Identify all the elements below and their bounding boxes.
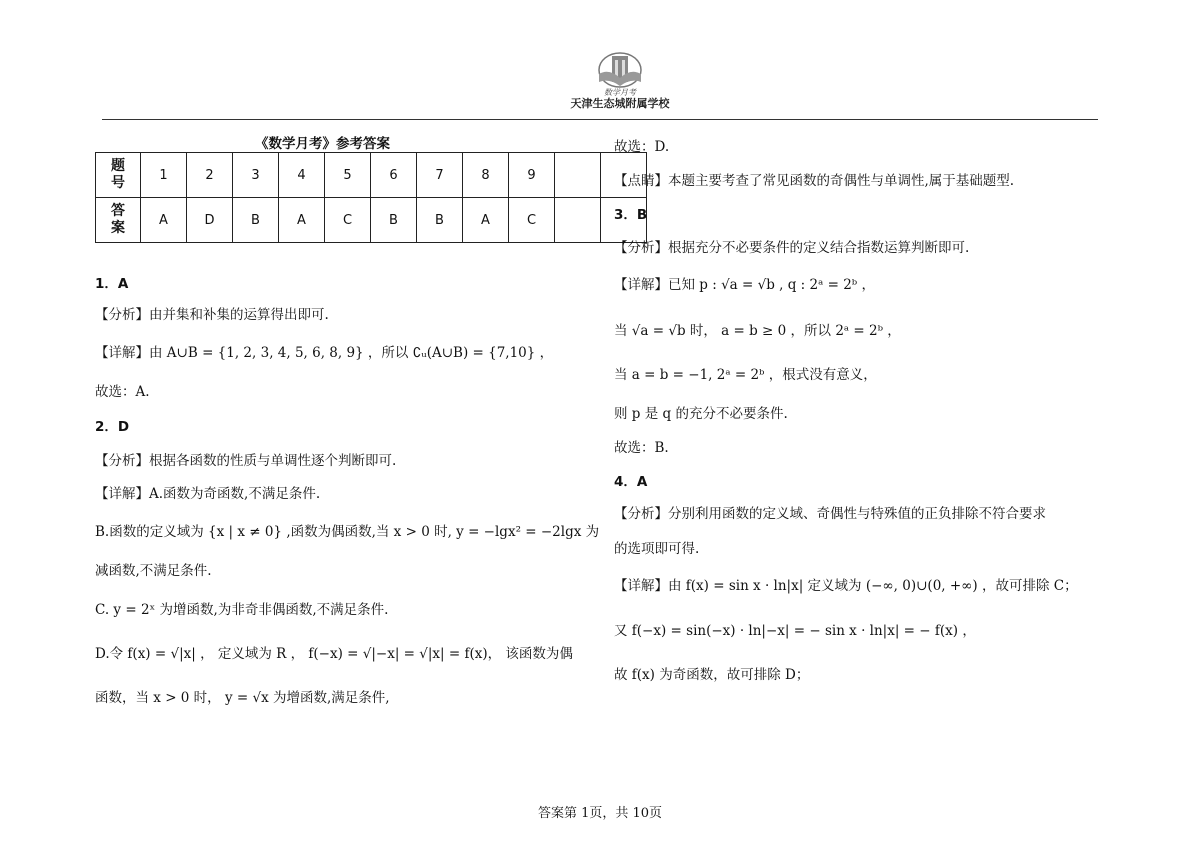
row-head-number-text: 题 号: [111, 158, 125, 191]
text-line: 故选：D.: [614, 139, 670, 155]
table-cell: 1: [141, 153, 187, 198]
table-row-answers: [96, 198, 647, 243]
table-cell: 6: [371, 153, 417, 198]
table-cell: A: [279, 198, 325, 243]
school-emblem-icon: [597, 48, 643, 90]
text-line: 函数，当 x > 0 时， y = √x 为增函数,满足条件,: [95, 690, 390, 706]
table-cell: 7: [417, 153, 463, 198]
table-cell: B: [371, 198, 417, 243]
answer-table: [95, 152, 647, 243]
text-line: 【分析】分别利用函数的定义域、奇偶性与特殊值的正负排除不符合要求: [614, 506, 1046, 522]
school-name: 天津生态城附属学校: [570, 97, 670, 110]
text-line: 【分析】根据各函数的性质与单调性逐个判断即可.: [95, 453, 397, 469]
text-line: 【详解】由 f(x) = sin x · ln|x| 定义域为 (−∞, 0)∪(0, +∞) ，故可排除 C；: [614, 578, 1078, 594]
text-line: 则 p 是 q 的充分不必要条件.: [614, 406, 788, 422]
text-line: D.令 f(x) = √|x| ， 定义域为 R ， f(−x) = √|−x| = √|x| = f(x)， 该函数为偶: [95, 646, 573, 662]
school-motto: 数学月考: [604, 88, 636, 97]
row-head-number: [96, 153, 141, 198]
text-line: 【详解】由 A∪B = {1, 2, 3, 4, 5, 6, 8, 9} ，所以 ∁ᵤ(A∪B) = {7,10} ，: [95, 345, 554, 361]
table-cell: A: [141, 198, 187, 243]
text-line: 【分析】根据充分不必要条件的定义结合指数运算判断即可.: [614, 240, 970, 256]
table-cell: [555, 198, 601, 243]
text-line: C. y = 2ˣ 为增函数,为非奇非偶函数,不满足条件.: [95, 602, 389, 618]
table-cell: 5: [325, 153, 371, 198]
text-line: 【详解】已知 p : √a = √b , q : 2ᵃ = 2ᵇ ，: [614, 277, 875, 293]
header-divider: [102, 119, 1098, 120]
table-cell: [555, 153, 601, 198]
table-cell: 9: [509, 153, 555, 198]
text-line: B.函数的定义域为 {x | x ≠ 0} ,函数为偶函数,当 x > 0 时, y = −lgx² = −2lgx 为: [95, 524, 600, 540]
table-cell: C: [325, 198, 371, 243]
table-row-numbers: [96, 153, 647, 198]
table-cell: 8: [463, 153, 509, 198]
table-cell: D: [187, 198, 233, 243]
text-line: 故选：A.: [95, 384, 150, 400]
table-cell: B: [233, 198, 279, 243]
text-line: 的选项即可得.: [614, 541, 700, 557]
text-line: 又 f(−x) = sin(−x) · ln|−x| = − sin x · ln|x| = − f(x) ，: [614, 623, 976, 639]
table-cell: B: [417, 198, 463, 243]
table-cell: 4: [279, 153, 325, 198]
text-line: 1．A: [95, 276, 129, 292]
text-line: 4．A: [614, 474, 648, 490]
school-logo: [560, 48, 680, 110]
table-cell: 3: [233, 153, 279, 198]
text-line: 减函数,不满足条件.: [95, 563, 212, 579]
page-footer: 答案第 1页，共 10页: [537, 806, 663, 821]
text-line: 当 √a = √b 时， a = b ≥ 0 ，所以 2ᵃ = 2ᵇ ，: [614, 323, 901, 339]
text-line: 【详解】A.函数为奇函数,不满足条件.: [95, 486, 321, 502]
row-head-answer-text: 答 案: [111, 203, 125, 236]
text-line: 当 a = b = −1, 2ᵃ = 2ᵇ ，根式没有意义，: [614, 367, 877, 383]
table-cell: 2: [187, 153, 233, 198]
text-line: 3．B: [614, 207, 648, 223]
answer-table-title: 《数学月考》参考答案: [255, 136, 390, 152]
table-cell: C: [509, 198, 555, 243]
text-line: 2．D: [95, 419, 130, 435]
table-cell: A: [463, 198, 509, 243]
text-line: 故选：B.: [614, 440, 669, 456]
text-line: 【分析】由并集和补集的运算得出即可.: [95, 307, 329, 323]
text-line: 【点睛】本题主要考查了常见函数的奇偶性与单调性,属于基础题型.: [614, 173, 1015, 189]
text-line: 故 f(x) 为奇函数，故可排除 D；: [614, 667, 810, 683]
row-head-answer: [96, 198, 141, 243]
